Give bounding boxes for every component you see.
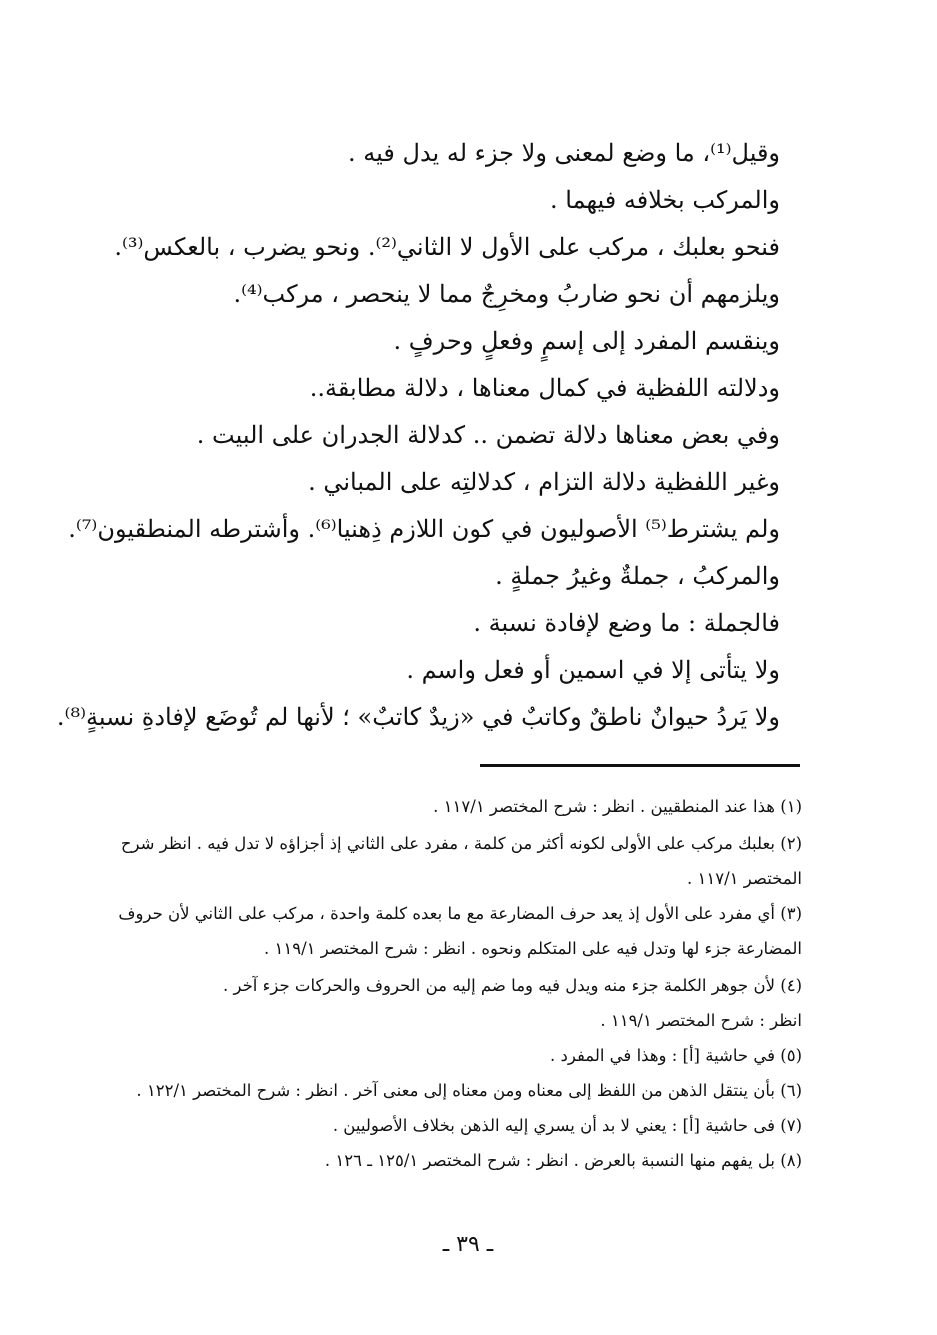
footnote-line: انظر : شرح المختصر ١١٩/١ . <box>600 1011 802 1030</box>
main-text-line: ويلزمهم أن نحو ضاربُ ومخرِجٌ مما لا ينحصر ، مركب⁽⁴⁾. <box>233 280 780 308</box>
main-text-line: والمركب بخلافه فيهما . <box>550 186 780 214</box>
page-number: ـ ٣٩ ـ <box>442 1232 494 1257</box>
main-text-line: وفي بعض معناها دلالة تضمن .. كدلالة الجدران على البيت . <box>196 421 780 449</box>
main-text <box>56 130 780 741</box>
footnote-line: (٥) في حاشية [أ] : وهذا في المفرد . <box>550 1046 802 1065</box>
footnote-line: (٦) بأن ينتقل الذهن من اللفظ إلى معناه ومن معناه إلى معنى آخر . انظر : شرح المختصر ١٢٢/١ . <box>136 1081 802 1100</box>
main-text-line: وقيل⁽¹⁾، ما وضع لمعنى ولا جزء له يدل فيه . <box>348 139 780 167</box>
main-text-line: فالجملة : ما وضع لإفادة نسبة . <box>473 609 780 637</box>
main-text-line: ولم يشترط⁽⁵⁾ الأصوليون في كون اللازم ذِهنيا⁽⁶⁾. وأشترطه المنطقيون⁽⁷⁾. <box>68 515 780 543</box>
footnote-line: (١) هذا عند المنطقيين . انظر : شرح المختصر ١١٧/١ . <box>433 797 802 816</box>
footnote-line: (٨) بل يفهم منها النسبة بالعرض . انظر : شرح المختصر ١٢٥/١ ـ ١٢٦ . <box>324 1151 802 1170</box>
footnote-line: (٢) بعلبك مركب على الأولى لكونه أكثر من كلمة ، مفرد على الثاني إذ أجزاؤه لا تدل فيه . انظر شرح <box>120 834 802 853</box>
main-text-line: فنحو بعلبك ، مركب على الأول لا الثاني⁽²⁾. ونحو يضرب ، بالعكس⁽³⁾. <box>114 233 780 261</box>
main-text-line: وينقسم المفرد إلى إسمٍ وفعلٍ وحرفٍ . <box>393 327 780 355</box>
main-text-line: ولا يتأتى إلا في اسمين أو فعل واسم . <box>406 656 780 684</box>
main-text-line: والمركبُ ، جملةٌ وغيرُ جملةٍ . <box>495 562 780 590</box>
main-text-line: ولا يَردُ حيوانٌ ناطقٌ وكاتبٌ في «زيدٌ كاتبٌ» ؛ لأنها لم تُوضَع لإفادةِ نسبةٍ⁽⁸⁾. <box>56 703 780 731</box>
main-text-line: ودلالته اللفظية في كمال معناها ، دلالة مطابقة.. <box>309 374 780 402</box>
footnote-line: المضارعة جزء لها وتدل فيه على المتكلم ونحوه . انظر : شرح المختصر ١١٩/١ . <box>263 939 802 958</box>
footnote-line: (٧) فى حاشية [أ] : يعني لا بد أن يسري إليه الذهن بخلاف الأصوليين . <box>332 1116 802 1135</box>
footnotes <box>78 789 802 1178</box>
main-text-line: وغير اللفظية دلالة التزام ، كدلالتِه على المباني . <box>308 468 780 496</box>
footnote-line: (٣) أي مفرد على الأول إذ يعد حرف المضارعة مع ما بعده كلمة واحدة ، مركب على الثاني لأن حروف <box>118 904 802 923</box>
footnote-line: المختصر ١١٧/١ . <box>687 869 802 888</box>
footnote-line: (٤) لأن جوهر الكلمة جزء منه ويدل فيه وما ضم إليه من الحروف والحركات جزء آخر . <box>223 976 802 995</box>
footnote-separator <box>480 764 800 767</box>
